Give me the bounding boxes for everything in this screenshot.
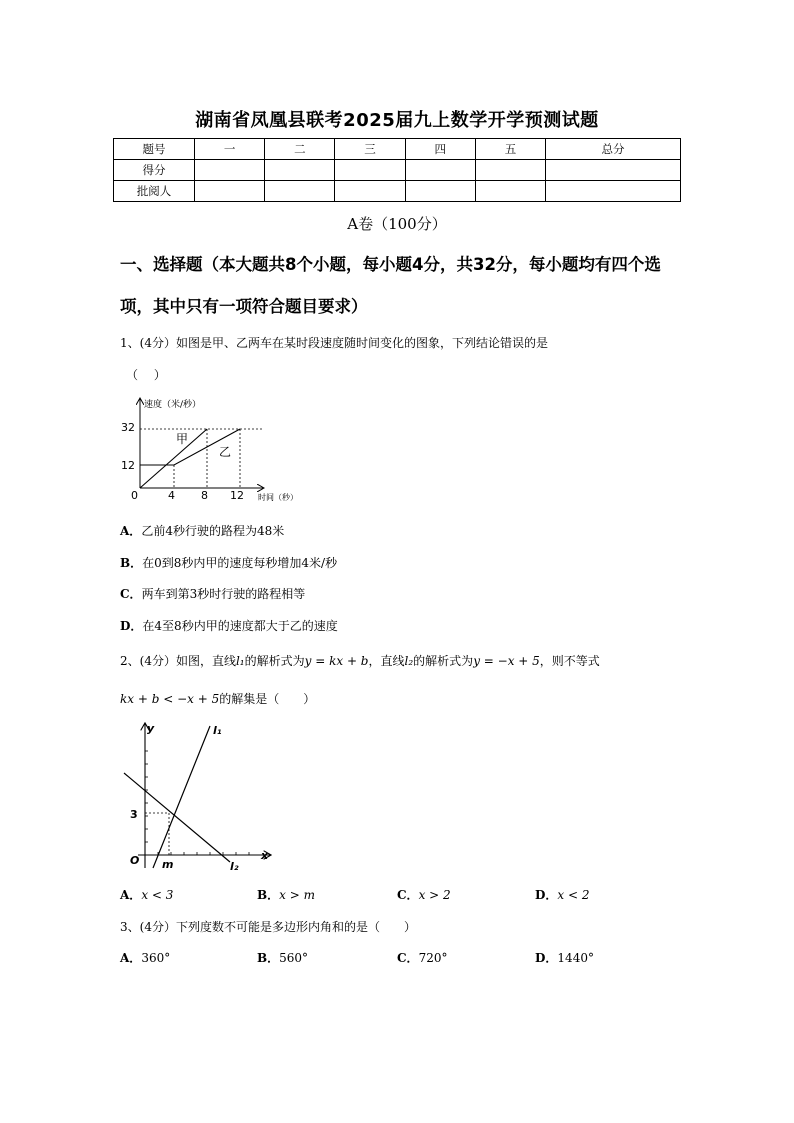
option-c[interactable] bbox=[120, 585, 305, 602]
line-l1-name: l₁ bbox=[235, 654, 245, 668]
option-text: x > m bbox=[279, 888, 315, 902]
score-cell[interactable] bbox=[195, 160, 265, 181]
table-header-cell: 五 bbox=[475, 139, 545, 160]
option-text: 在0到8秒内甲的速度每秒增加4米/秒 bbox=[142, 556, 338, 570]
option-text: 两车到第3秒时行驶的路程相等 bbox=[141, 587, 306, 601]
tick-label: 12 bbox=[121, 459, 135, 472]
option-text: 720° bbox=[418, 951, 448, 965]
option-letter: C． bbox=[397, 951, 419, 965]
option-letter: C． bbox=[120, 587, 142, 601]
option-a[interactable] bbox=[120, 949, 170, 966]
line-l2 bbox=[124, 773, 230, 862]
score-table-row bbox=[114, 160, 681, 181]
y-axis-label: 速度（米/秒） bbox=[144, 400, 202, 410]
tick-label: 8 bbox=[201, 489, 208, 502]
option-text: 560° bbox=[279, 951, 309, 965]
table-header-cell: 一 bbox=[195, 139, 265, 160]
option-d[interactable] bbox=[535, 886, 590, 903]
speed-time-graph bbox=[118, 393, 318, 508]
stem-text: 2、(4分）如图，直线 bbox=[120, 654, 236, 668]
score-cell[interactable] bbox=[265, 160, 335, 181]
table-header-cell: 四 bbox=[405, 139, 475, 160]
stem-text: 的解析式为 bbox=[413, 654, 474, 668]
line-l2-name: l₂ bbox=[404, 654, 414, 668]
equation-l2: y = −x + 5 bbox=[473, 654, 540, 668]
stem-text: ，则不等式 bbox=[539, 654, 600, 668]
table-header-cell: 题号 bbox=[114, 139, 195, 160]
option-c[interactable] bbox=[397, 886, 451, 903]
grader-cell[interactable] bbox=[195, 181, 265, 202]
line-jia bbox=[140, 429, 207, 488]
score-cell[interactable] bbox=[405, 160, 475, 181]
stem-text: 的解析式为 bbox=[244, 654, 305, 668]
grader-cell[interactable] bbox=[405, 181, 475, 202]
tick-label: 4 bbox=[168, 489, 175, 502]
exam-title: 湖南省凤凰县联考2025届九上数学开学预测试题 bbox=[195, 110, 599, 131]
question-3-stem: 3、(4分）下列度数不可能是多边形内角和的是（ ） bbox=[120, 920, 416, 934]
question-1-stem: 1、(4分）如图是甲、乙两车在某时段速度随时间变化的图象，下列结论错误的是 bbox=[120, 336, 548, 350]
option-text: x > 2 bbox=[418, 888, 451, 902]
answer-bracket: （ ） bbox=[126, 368, 166, 382]
tick-label-m: m bbox=[162, 858, 174, 871]
option-b[interactable] bbox=[257, 949, 308, 966]
option-a[interactable] bbox=[120, 522, 284, 539]
option-letter: D． bbox=[535, 951, 558, 965]
option-text: x < 3 bbox=[141, 888, 174, 902]
grader-table-row bbox=[114, 181, 681, 202]
grader-cell[interactable] bbox=[335, 181, 405, 202]
grader-cell[interactable] bbox=[546, 181, 681, 202]
option-d[interactable] bbox=[535, 949, 594, 966]
grader-cell[interactable] bbox=[475, 181, 545, 202]
section-heading: A卷（100分） bbox=[347, 215, 447, 233]
option-letter: A． bbox=[120, 524, 142, 538]
row-label: 批阅人 bbox=[114, 181, 195, 202]
tick-label: 32 bbox=[121, 421, 135, 434]
score-cell[interactable] bbox=[546, 160, 681, 181]
y-axis-label: y bbox=[147, 722, 155, 735]
question-2-stem-cont bbox=[120, 690, 315, 707]
stem-text: 的解集是（ ） bbox=[219, 692, 316, 706]
score-cell[interactable] bbox=[475, 160, 545, 181]
part-heading: 一、选择题（本大题共8个小题，每小题4分，共32分，每小题均有四个选项，其中只有一项符合题目要求） bbox=[120, 255, 661, 316]
stem-text: ，直线 bbox=[368, 654, 405, 668]
option-letter: B． bbox=[120, 556, 143, 570]
inequality: kx + b < −x + 5 bbox=[120, 692, 220, 706]
option-c[interactable] bbox=[397, 949, 447, 966]
option-text: 乙前4秒行驶的路程为48米 bbox=[141, 524, 285, 538]
option-text: 在4至8秒内甲的速度都大于乙的速度 bbox=[142, 619, 338, 633]
tick-label-3: 3 bbox=[130, 808, 138, 821]
score-table-header-row bbox=[114, 139, 681, 160]
option-letter: D． bbox=[535, 888, 558, 902]
table-header-cell: 三 bbox=[335, 139, 405, 160]
tick-label: 12 bbox=[230, 489, 244, 502]
line-l1 bbox=[153, 726, 210, 868]
equation-l1: y = kx + b bbox=[304, 654, 369, 668]
line-l1-label: l₁ bbox=[213, 724, 222, 737]
row-label: 得分 bbox=[114, 160, 195, 181]
option-b[interactable] bbox=[257, 886, 315, 903]
origin-label: O bbox=[130, 854, 140, 867]
grader-cell[interactable] bbox=[265, 181, 335, 202]
option-letter: B． bbox=[257, 888, 280, 902]
label-jia: 甲 bbox=[176, 432, 189, 446]
option-d[interactable] bbox=[120, 617, 338, 634]
option-letter: A． bbox=[120, 888, 142, 902]
option-a[interactable] bbox=[120, 886, 173, 903]
option-text: 360° bbox=[141, 951, 171, 965]
linear-functions-graph bbox=[118, 718, 283, 878]
option-text: x < 2 bbox=[557, 888, 590, 902]
x-axis-label: 时间（秒） bbox=[258, 493, 298, 502]
label-yi: 乙 bbox=[219, 445, 232, 459]
x-axis-label: x bbox=[261, 849, 269, 862]
line-l2-label: l₂ bbox=[230, 860, 239, 873]
question-2-stem bbox=[120, 652, 600, 669]
option-letter: B． bbox=[257, 951, 280, 965]
option-text: 1440° bbox=[557, 951, 594, 965]
tick-label: 0 bbox=[131, 489, 138, 502]
score-cell[interactable] bbox=[335, 160, 405, 181]
option-b[interactable] bbox=[120, 554, 337, 571]
table-header-cell: 二 bbox=[265, 139, 335, 160]
option-letter: D． bbox=[120, 619, 143, 633]
option-letter: C． bbox=[397, 888, 419, 902]
table-header-cell: 总分 bbox=[546, 139, 681, 160]
score-table bbox=[113, 138, 681, 202]
option-letter: A． bbox=[120, 951, 142, 965]
